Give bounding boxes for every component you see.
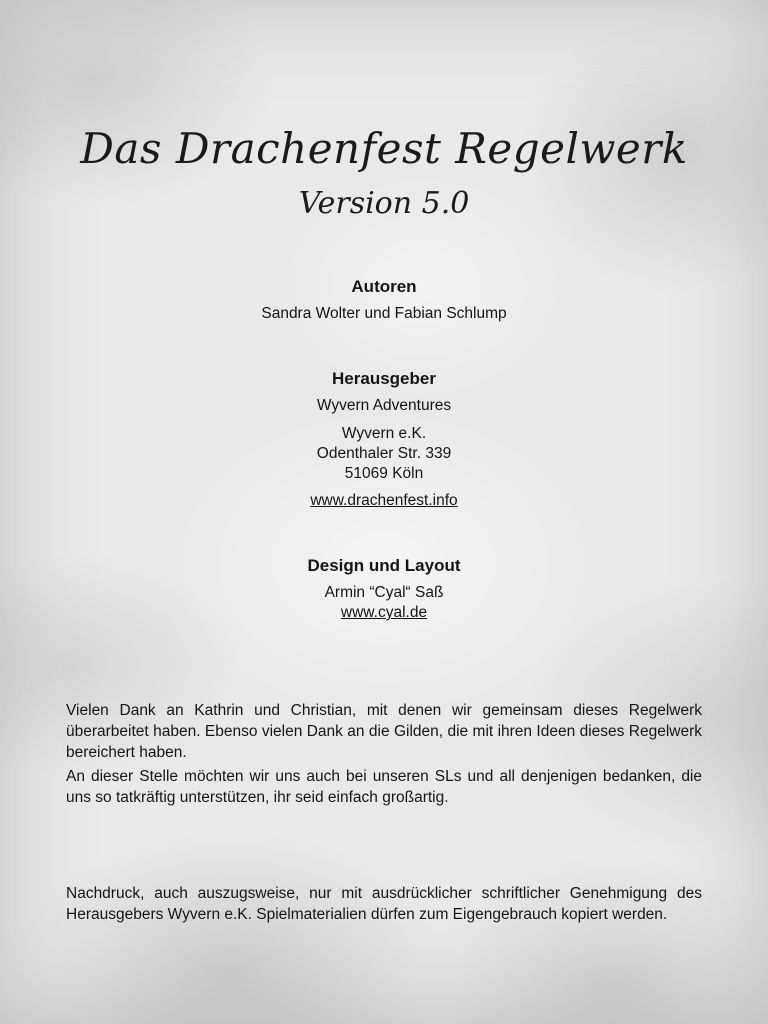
designer-name: Armin “Cyal“ Saß	[324, 584, 444, 601]
authors-names: Sandra Wolter und Fabian Schlump	[261, 305, 507, 322]
publisher-section	[0, 368, 768, 511]
publisher-website-link[interactable]: www.drachenfest.info	[310, 492, 458, 509]
design-heading: Design und Layout	[307, 556, 461, 575]
thanks-paragraph-1: Vielen Dank an Kathrin und Christian, mit denen wir gemeinsam dieses Regelwerk überarbeitet haben. Ebenso vielen Dank an die Gilden, die mit ihren Ideen dieses Regelwerk bereichert haben.	[66, 702, 702, 761]
publisher-city: 51069 Köln	[344, 465, 424, 482]
authors-section	[0, 276, 768, 324]
publisher-company: Wyvern e.K.	[341, 425, 427, 442]
publisher-name: Wyvern Adventures	[316, 397, 452, 414]
document-title: Das Drachenfest Regelwerk	[80, 124, 688, 173]
thanks-paragraph-2: An dieser Stelle möchten wir uns auch bei unseren SLs und all denjenigen bedanken, die uns so tatkräftig unterstützen, ihr seid einfach großartig.	[66, 768, 702, 806]
publisher-street: Odenthaler Str. 339	[316, 445, 452, 462]
document-version: Version 5.0	[298, 186, 470, 221]
publisher-heading: Herausgeber	[332, 369, 436, 388]
copyright-notice: Nachdruck, auch auszugsweise, nur mit ausdrücklicher schriftlicher Genehmigung des Herausgebers Wyvern e.K. Spielmaterialien dürfen zum Eigengebrauch kopiert werden.	[66, 885, 702, 923]
authors-heading: Autoren	[351, 277, 417, 296]
designer-website-link[interactable]: www.cyal.de	[340, 604, 428, 621]
design-section	[0, 555, 768, 623]
